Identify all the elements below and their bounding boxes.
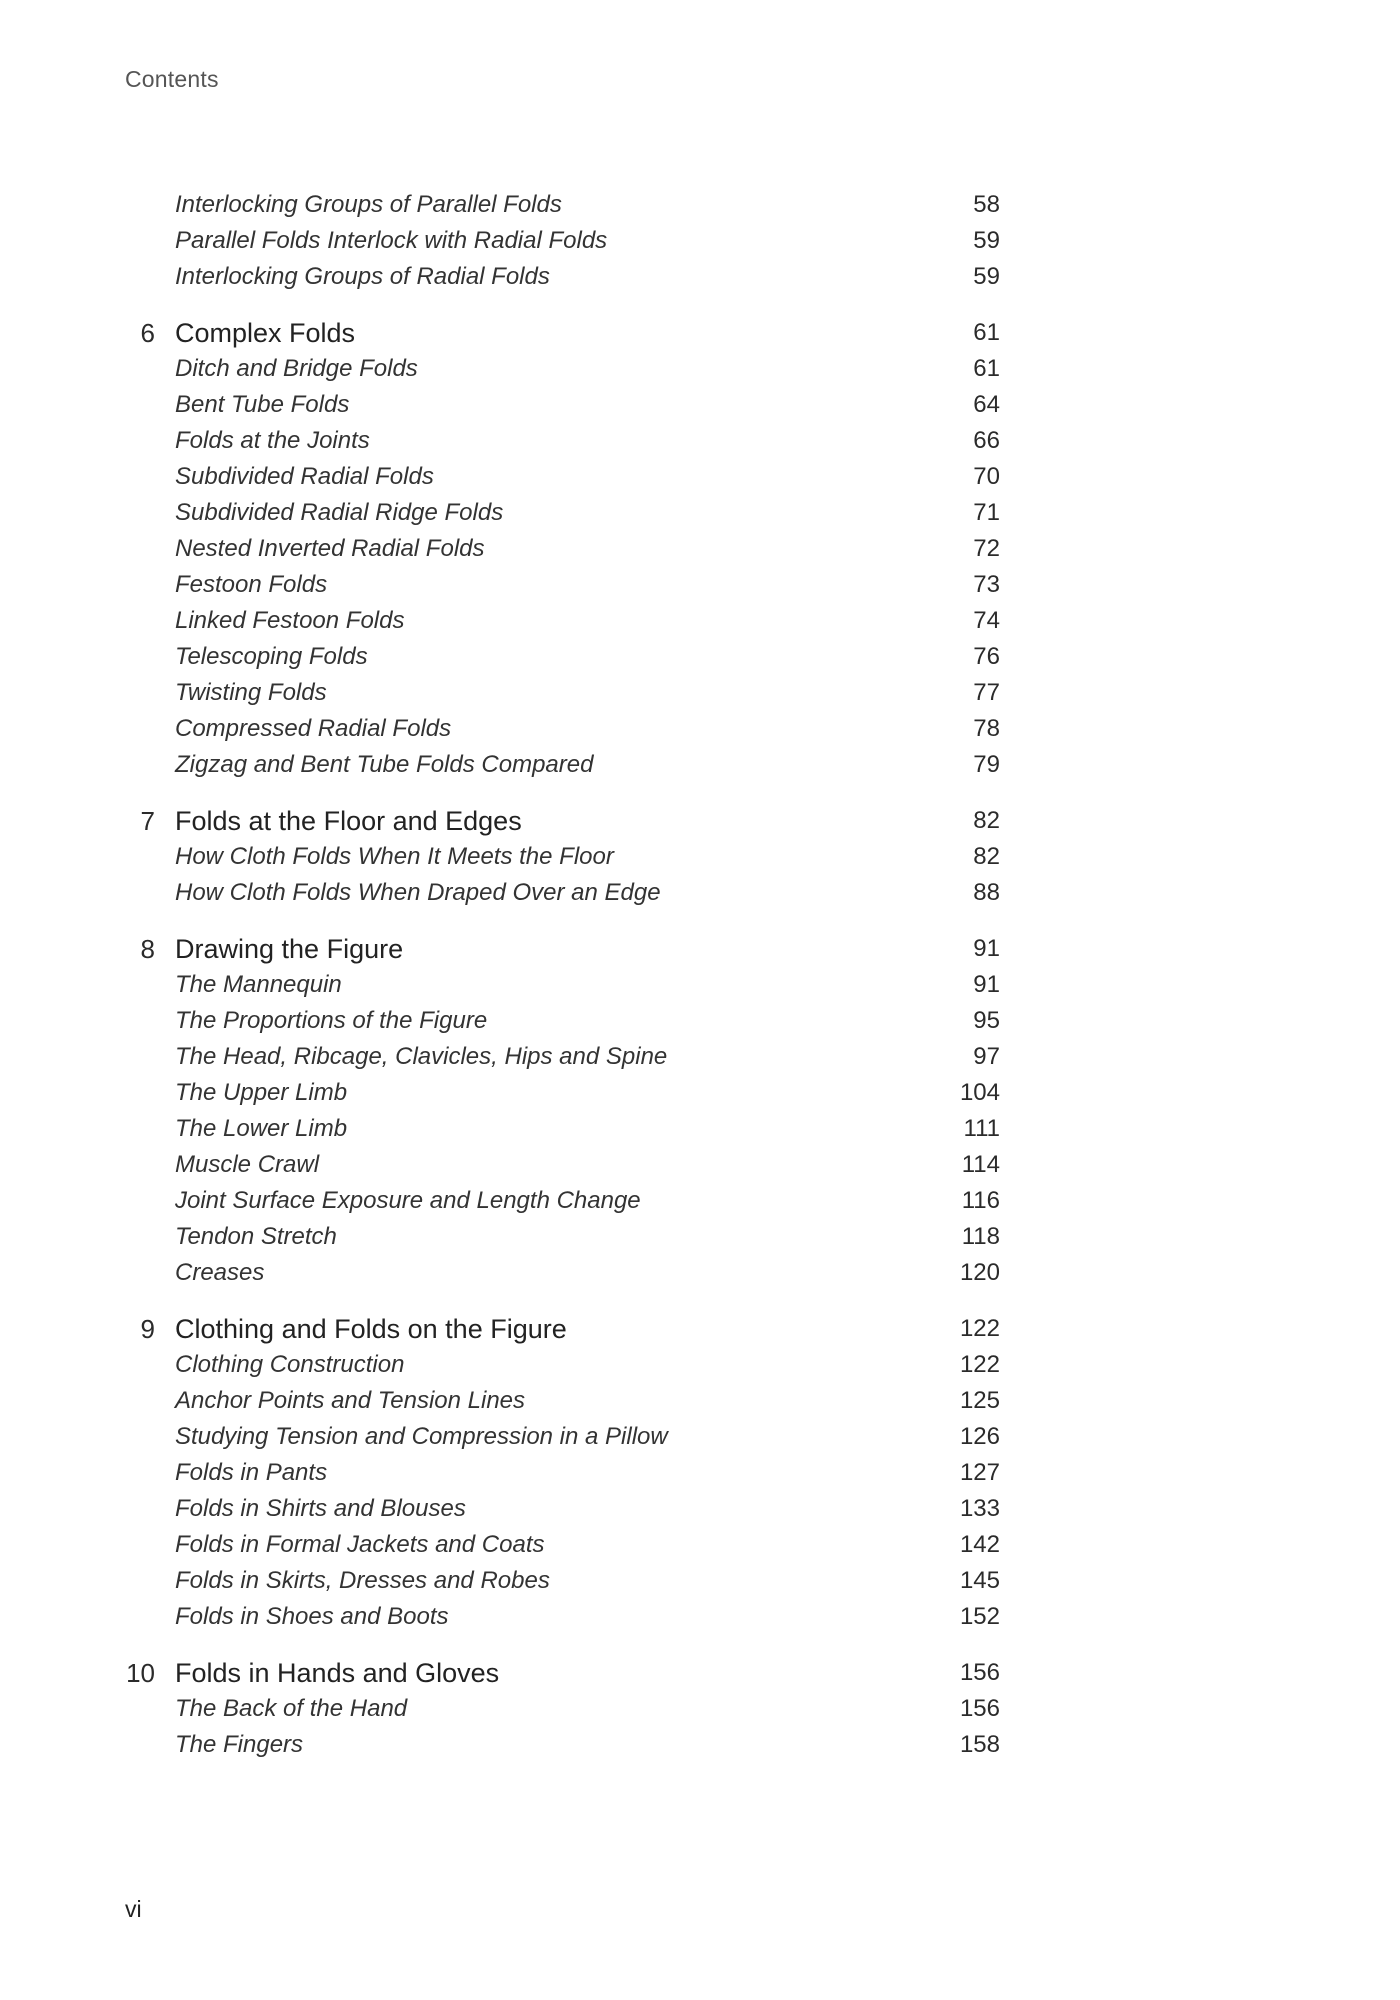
section-title: The Proportions of the Figure <box>175 1007 488 1034</box>
section-title: Folds at the Joints <box>175 427 370 454</box>
section-title: The Head, Ribcage, Clavicles, Hips and Spine <box>175 1043 668 1070</box>
section-title: Folds in Formal Jackets and Coats <box>175 1531 545 1558</box>
section-page-number: 78 <box>973 715 1000 742</box>
toc-section-entry <box>120 1727 1000 1763</box>
chapter-number: 6 <box>140 318 155 348</box>
toc-section-entry <box>120 639 1000 675</box>
toc-section-entry <box>120 967 1000 1003</box>
toc-section-entry <box>120 1111 1000 1147</box>
chapter-page-number: 122 <box>959 1315 1000 1342</box>
chapter-page-number: 91 <box>973 935 1000 962</box>
toc-chapter-group <box>120 315 1000 783</box>
chapter-number: 9 <box>140 1314 155 1344</box>
section-page-number: 58 <box>973 191 1000 218</box>
section-page-number: 88 <box>973 879 1000 906</box>
section-page-number: 73 <box>973 571 1000 598</box>
toc-section-entry <box>120 1255 1000 1291</box>
toc-section-entry <box>120 875 1000 911</box>
toc-section-entry <box>120 567 1000 603</box>
section-title: The Back of the Hand <box>175 1695 408 1722</box>
section-title: Parallel Folds Interlock with Radial Folds <box>175 227 608 254</box>
section-title: Zigzag and Bent Tube Folds Compared <box>175 751 594 778</box>
section-title: Nested Inverted Radial Folds <box>175 535 485 562</box>
section-page-number: 61 <box>973 355 1000 382</box>
section-title: Festoon Folds <box>175 571 328 598</box>
section-page-number: 95 <box>973 1007 1000 1034</box>
section-title: The Fingers <box>175 1731 304 1758</box>
toc-section-entry <box>120 1491 1000 1527</box>
section-page-number: 72 <box>973 535 1000 562</box>
section-page-number: 111 <box>963 1115 1000 1142</box>
toc-chapter-group <box>120 803 1000 911</box>
toc-section-entry <box>120 1183 1000 1219</box>
section-page-number: 74 <box>973 607 1000 634</box>
toc-section-entry <box>120 1003 1000 1039</box>
section-title: Tendon Stretch <box>175 1223 337 1250</box>
toc-section-entry <box>120 1527 1000 1563</box>
section-title: Interlocking Groups of Radial Folds <box>175 263 550 290</box>
section-title: Studying Tension and Compression in a Pillow <box>175 1423 668 1450</box>
toc-section-entry <box>120 351 1000 387</box>
toc-section-entry <box>120 259 1000 295</box>
toc-chapter-entry <box>120 1311 1000 1347</box>
toc-chapter-entry <box>120 315 1000 351</box>
toc-section-entry <box>120 1599 1000 1635</box>
section-title: Linked Festoon Folds <box>175 607 405 634</box>
toc-section-entry <box>120 1219 1000 1255</box>
section-title: Compressed Radial Folds <box>175 715 452 742</box>
section-title: The Mannequin <box>175 971 342 998</box>
toc-section-entry <box>120 1691 1000 1727</box>
chapter-title: Folds in Hands and Gloves <box>175 1658 500 1688</box>
section-title: Folds in Shirts and Blouses <box>175 1495 466 1522</box>
section-page-number: 158 <box>959 1731 1000 1758</box>
section-page-number: 116 <box>961 1187 1000 1214</box>
toc-section-entry <box>120 1419 1000 1455</box>
section-page-number: 59 <box>973 263 1000 290</box>
toc-section-entry <box>120 223 1000 259</box>
section-page-number: 104 <box>959 1079 1000 1106</box>
section-title: Muscle Crawl <box>175 1151 320 1178</box>
page-number: vi <box>125 1896 142 1922</box>
toc-chapter-group <box>120 187 1000 295</box>
section-title: How Cloth Folds When Draped Over an Edge <box>175 879 661 906</box>
section-title: The Upper Limb <box>175 1079 348 1106</box>
toc-section-entry <box>120 747 1000 783</box>
toc-section-entry <box>120 1075 1000 1111</box>
section-title: Folds in Shoes and Boots <box>175 1603 449 1630</box>
toc-section-entry <box>120 495 1000 531</box>
section-title: Creases <box>175 1259 265 1286</box>
section-page-number: 97 <box>973 1043 1000 1070</box>
section-page-number: 122 <box>959 1351 1000 1378</box>
section-page-number: 79 <box>973 751 1000 778</box>
section-page-number: 118 <box>961 1223 1000 1250</box>
toc-section-entry <box>120 187 1000 223</box>
toc-chapter-entry <box>120 931 1000 967</box>
section-title: Clothing Construction <box>175 1351 405 1378</box>
section-page-number: 114 <box>961 1151 1000 1178</box>
section-page-number: 66 <box>973 427 1000 454</box>
chapter-page-number: 82 <box>973 807 1000 834</box>
chapter-page-number: 156 <box>959 1659 1000 1686</box>
toc-section-entry <box>120 711 1000 747</box>
table-of-contents <box>120 187 1000 1783</box>
toc-section-entry <box>120 1563 1000 1599</box>
section-page-number: 156 <box>959 1695 1000 1722</box>
section-title: Joint Surface Exposure and Length Change <box>175 1187 641 1214</box>
section-title: Bent Tube Folds <box>175 391 350 418</box>
section-title: Interlocking Groups of Parallel Folds <box>175 191 562 218</box>
section-page-number: 76 <box>973 643 1000 670</box>
toc-section-entry <box>120 1383 1000 1419</box>
section-title: Ditch and Bridge Folds <box>175 355 418 382</box>
section-page-number: 91 <box>973 971 1000 998</box>
section-page-number: 142 <box>959 1531 1000 1558</box>
chapter-number: 7 <box>140 806 155 836</box>
section-page-number: 126 <box>959 1423 1000 1450</box>
chapter-title: Clothing and Folds on the Figure <box>175 1314 567 1344</box>
toc-section-entry <box>120 1147 1000 1183</box>
toc-section-entry <box>120 603 1000 639</box>
section-page-number: 64 <box>973 391 1000 418</box>
toc-section-entry <box>120 1455 1000 1491</box>
section-title: Anchor Points and Tension Lines <box>175 1387 526 1414</box>
section-title: Folds in Skirts, Dresses and Robes <box>175 1567 550 1594</box>
section-title: Twisting Folds <box>175 679 327 706</box>
toc-chapter-group <box>120 1655 1000 1763</box>
section-page-number: 125 <box>959 1387 1000 1414</box>
toc-chapter-entry <box>120 803 1000 839</box>
chapter-title: Drawing the Figure <box>175 934 404 964</box>
section-page-number: 82 <box>973 843 1000 870</box>
running-head: Contents <box>125 66 219 92</box>
chapter-number: 10 <box>126 1658 155 1688</box>
section-title: Folds in Pants <box>175 1459 328 1486</box>
toc-section-entry <box>120 531 1000 567</box>
chapter-number: 8 <box>140 934 155 964</box>
section-page-number: 120 <box>959 1259 1000 1286</box>
section-page-number: 127 <box>959 1459 1000 1486</box>
chapter-page-number: 61 <box>973 319 1000 346</box>
toc-chapter-entry <box>120 1655 1000 1691</box>
toc-section-entry <box>120 459 1000 495</box>
section-page-number: 133 <box>959 1495 1000 1522</box>
chapter-title: Folds at the Floor and Edges <box>175 806 522 836</box>
chapter-title: Complex Folds <box>175 318 356 348</box>
toc-section-entry <box>120 839 1000 875</box>
section-page-number: 59 <box>973 227 1000 254</box>
section-title: Subdivided Radial Folds <box>175 463 434 490</box>
section-title: The Lower Limb <box>175 1115 348 1142</box>
section-page-number: 77 <box>973 679 1000 706</box>
toc-section-entry <box>120 1347 1000 1383</box>
section-page-number: 70 <box>973 463 1000 490</box>
section-page-number: 71 <box>973 499 1000 526</box>
section-title: Telescoping Folds <box>175 643 368 670</box>
section-title: Subdivided Radial Ridge Folds <box>175 499 504 526</box>
toc-chapter-group <box>120 931 1000 1291</box>
toc-section-entry <box>120 675 1000 711</box>
toc-chapter-group <box>120 1311 1000 1635</box>
toc-section-entry <box>120 423 1000 459</box>
section-page-number: 152 <box>959 1603 1000 1630</box>
section-page-number: 145 <box>959 1567 1000 1594</box>
section-title: How Cloth Folds When It Meets the Floor <box>175 843 614 870</box>
toc-section-entry <box>120 387 1000 423</box>
toc-section-entry <box>120 1039 1000 1075</box>
